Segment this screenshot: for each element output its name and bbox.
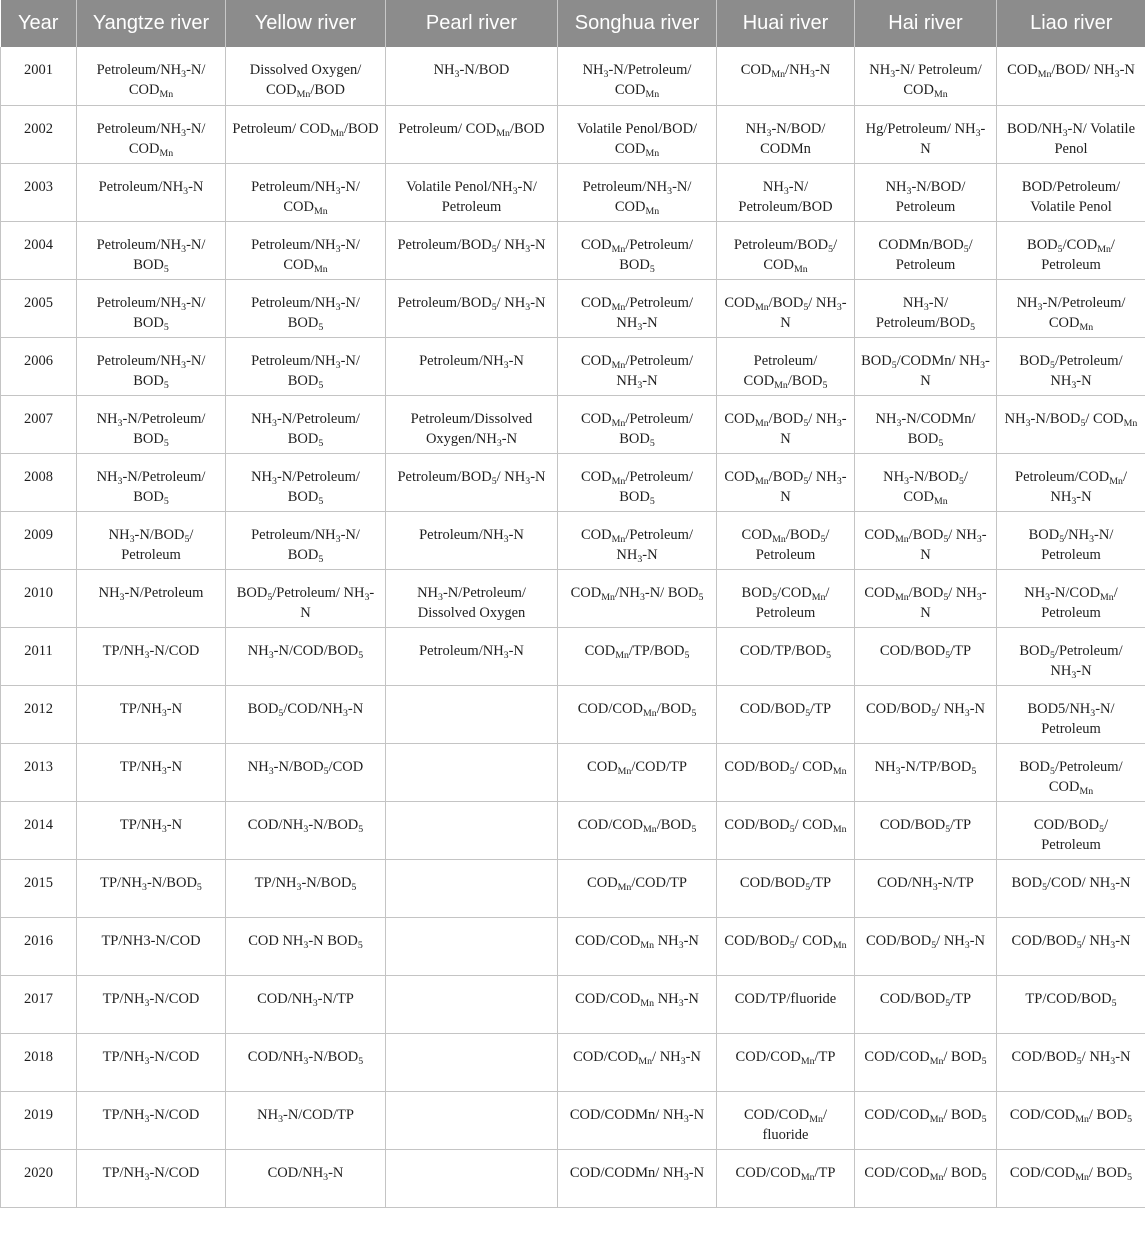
cell-year: 2003 xyxy=(1,163,77,221)
cell-huai: COD/$BOD_5/TP$ xyxy=(717,685,855,743)
cell-yellow: COD/$NH_3-N/BOD_5$ xyxy=(226,801,386,859)
cell-year: 2018 xyxy=(1,1033,77,1091)
cell-pearl xyxy=(386,1033,558,1091)
cell-pearl: Petroleum/$BOD_5/$ $NH_3-N$ xyxy=(386,221,558,279)
cell-year: 2009 xyxy=(1,511,77,569)
cell-liao: $COD_{Mn}/BOD/$ $NH_3-N$ xyxy=(997,47,1145,105)
cell-pearl: $NH_3-N$/BOD xyxy=(386,47,558,105)
cell-yangtze: $TP/NH_3-N/BOD_5$ xyxy=(77,859,226,917)
cell-songhua: Volatile Penol/BOD/ $COD_{Mn}$ xyxy=(558,105,717,163)
cell-liao: BOD/$NH_3-N/$ Volatile Penol xyxy=(997,105,1145,163)
cell-huai: COD/$BOD_5/$ $COD_{Mn}$ xyxy=(717,743,855,801)
cell-huai: $NH_3-N/$ Petroleum/BOD xyxy=(717,163,855,221)
table-row xyxy=(1,685,1145,743)
cell-yellow: COD/$NH_3-N/TP$ xyxy=(226,975,386,1033)
cell-huai: $NH_3-N/BOD/$ CODMn xyxy=(717,105,855,163)
cell-pearl: Petroleum/Dissolved Oxygen/$NH_3-N$ xyxy=(386,395,558,453)
cell-huai: COD/$BOD_5/$ $COD_{Mn}$ xyxy=(717,917,855,975)
cell-yangtze: $TP/NH_3-N$ xyxy=(77,743,226,801)
cell-liao: $BOD_5/Petroleum/$ $NH_3-N$ xyxy=(997,627,1145,685)
table-row xyxy=(1,1149,1145,1207)
cell-yellow: $NH_3-N/Petroleum/$ $BOD_5$ xyxy=(226,453,386,511)
cell-liao: $NH_3-N/Petroleum/$ $COD_{Mn}$ xyxy=(997,279,1145,337)
table-row xyxy=(1,47,1145,105)
cell-yellow: Petroleum/ $COD_{Mn}$/BOD xyxy=(226,105,386,163)
cell-yangtze: $TP/NH_3-N$/COD xyxy=(77,1149,226,1207)
cell-yangtze: Petroleum/$NH_3-N/$ $COD_{Mn}$ xyxy=(77,105,226,163)
cell-pearl xyxy=(386,685,558,743)
cell-pearl: Volatile Penol/$NH_3-N/$ Petroleum xyxy=(386,163,558,221)
cell-hai: $COD_{Mn}/BOD_5/$ $NH_3-N$ xyxy=(855,569,997,627)
cell-songhua: $COD_{Mn}/Petroleum/$ $NH_3-N$ xyxy=(558,337,717,395)
cell-huai: $COD_{Mn}/BOD_5/$ $NH_3-N$ xyxy=(717,453,855,511)
column-header-songhua: Songhua river xyxy=(558,0,717,47)
cell-huai: COD/TP/fluoride xyxy=(717,975,855,1033)
cell-yangtze: TP/NH3-N/COD xyxy=(77,917,226,975)
cell-liao: COD/$BOD_5/$ $NH_3-N$ xyxy=(997,1033,1145,1091)
cell-liao: $BOD_5/COD_{Mn}/$ Petroleum xyxy=(997,221,1145,279)
cell-yangtze: $TP/NH_3-N$ xyxy=(77,685,226,743)
cell-yangtze: $TP/NH_3-N$/COD xyxy=(77,1033,226,1091)
cell-yellow: Petroleum/$NH_3-N/$ $COD_{Mn}$ xyxy=(226,163,386,221)
cell-year: 2007 xyxy=(1,395,77,453)
table-row xyxy=(1,743,1145,801)
cell-pearl xyxy=(386,1149,558,1207)
cell-songhua: $COD_{Mn}/Petroleum/$ $BOD_5$ xyxy=(558,453,717,511)
cell-liao: $BOD_5/Petroleum/$ $COD_{Mn}$ xyxy=(997,743,1145,801)
cell-liao: COD/$BOD_5/$ Petroleum xyxy=(997,801,1145,859)
table-row xyxy=(1,511,1145,569)
cell-yangtze: Petroleum/$NH_3-N/$ $COD_{Mn}$ xyxy=(77,47,226,105)
cell-year: 2001 xyxy=(1,47,77,105)
cell-hai: COD/$BOD_5/TP$ xyxy=(855,975,997,1033)
cell-yellow: Petroleum/$NH_3-N/$ $COD_{Mn}$ xyxy=(226,221,386,279)
table-row xyxy=(1,627,1145,685)
cell-hai: Hg/Petroleum/ $NH_3-N$ xyxy=(855,105,997,163)
cell-liao: BOD/Petroleum/ Volatile Penol xyxy=(997,163,1145,221)
column-header-yellow: Yellow river xyxy=(226,0,386,47)
cell-year: 2011 xyxy=(1,627,77,685)
cell-yellow: $TP/NH_3-N/BOD_5$ xyxy=(226,859,386,917)
cell-songhua: COD/CODMn/ $NH_3-N$ xyxy=(558,1149,717,1207)
column-header-pearl: Pearl river xyxy=(386,0,558,47)
cell-songhua: $COD_{Mn}/COD/TP$ xyxy=(558,743,717,801)
cell-hai: COD/$COD_{Mn}/$ $BOD_5$ xyxy=(855,1033,997,1091)
cell-yangtze: $TP/NH_3-N$ xyxy=(77,801,226,859)
cell-huai: $COD_{Mn}/NH_3-N$ xyxy=(717,47,855,105)
cell-year: 2010 xyxy=(1,569,77,627)
cell-huai: COD/$COD_{Mn}/TP$ xyxy=(717,1149,855,1207)
cell-yellow: $NH_3-N/Petroleum/$ $BOD_5$ xyxy=(226,395,386,453)
cell-yellow: COD $NH_3-N$ $BOD_5$ xyxy=(226,917,386,975)
cell-hai: CODMn/$BOD_5/$ Petroleum xyxy=(855,221,997,279)
cell-yellow: Petroleum/$NH_3-N/$ $BOD_5$ xyxy=(226,279,386,337)
cell-hai: COD/$NH_3-N/TP$ xyxy=(855,859,997,917)
cell-yangtze: $NH_3-N/Petroleum/$ $BOD_5$ xyxy=(77,453,226,511)
cell-yangtze: Petroleum/$NH_3-N/$ $BOD_5$ xyxy=(77,279,226,337)
cell-pearl: Petroleum/$NH_3-N$ xyxy=(386,511,558,569)
cell-year: 2016 xyxy=(1,917,77,975)
cell-yangtze: $NH_3-N/Petroleum/$ $BOD_5$ xyxy=(77,395,226,453)
cell-yangtze: Petroleum/$NH_3-N$ xyxy=(77,163,226,221)
cell-hai: COD/$COD_{Mn}/$ $BOD_5$ xyxy=(855,1149,997,1207)
cell-hai: COD/$BOD_5/TP$ xyxy=(855,627,997,685)
cell-liao: $BOD5/NH_3-N/$ Petroleum xyxy=(997,685,1145,743)
cell-huai: $COD_{Mn}/BOD_5/$ Petroleum xyxy=(717,511,855,569)
cell-year: 2020 xyxy=(1,1149,77,1207)
cell-songhua: COD/$COD_{Mn}/BOD_5$ xyxy=(558,801,717,859)
cell-liao: $NH_3-N/COD_{Mn}/$ Petroleum xyxy=(997,569,1145,627)
cell-hai: $NH_3-N/$ Petroleum/ $COD_{Mn}$ xyxy=(855,47,997,105)
cell-year: 2004 xyxy=(1,221,77,279)
table-row xyxy=(1,975,1145,1033)
cell-year: 2012 xyxy=(1,685,77,743)
cell-hai: $NH_3-N/TP/BOD_5$ xyxy=(855,743,997,801)
cell-huai: Petroleum/ $COD_{Mn}/BOD_5$ xyxy=(717,337,855,395)
cell-huai: COD/$COD_{Mn}/$ fluoride xyxy=(717,1091,855,1149)
cell-pearl: Petroleum/$BOD_5/$ $NH_3-N$ xyxy=(386,279,558,337)
cell-yellow: Petroleum/$NH_3-N/$ $BOD_5$ xyxy=(226,511,386,569)
table-row xyxy=(1,163,1145,221)
cell-liao: $BOD_5/Petroleum/$ $NH_3-N$ xyxy=(997,337,1145,395)
cell-songhua: $COD_{Mn}/Petroleum/$ $NH_3-N$ xyxy=(558,511,717,569)
cell-pearl xyxy=(386,975,558,1033)
table-row xyxy=(1,1091,1145,1149)
cell-hai: $BOD_5/CODMn/$ $NH_3-N$ xyxy=(855,337,997,395)
table-row xyxy=(1,1033,1145,1091)
cell-year: 2002 xyxy=(1,105,77,163)
cell-yellow: $NH_3-N/COD/BOD_5$ xyxy=(226,627,386,685)
cell-yellow: COD/$NH_3-N/BOD_5$ xyxy=(226,1033,386,1091)
table-body xyxy=(1,47,1145,1207)
cell-hai: $NH_3-N/CODMn/$ $BOD_5$ xyxy=(855,395,997,453)
cell-yangtze: Petroleum/$NH_3-N/$ $BOD_5$ xyxy=(77,221,226,279)
cell-pearl xyxy=(386,743,558,801)
table-row xyxy=(1,917,1145,975)
cell-year: 2013 xyxy=(1,743,77,801)
cell-yellow: $NH_3-N/COD/TP$ xyxy=(226,1091,386,1149)
table-row xyxy=(1,859,1145,917)
cell-songhua: Petroleum/$NH_3-N/$ $COD_{Mn}$ xyxy=(558,163,717,221)
cell-songhua: $NH_3-N/Petroleum/$ $COD_{Mn}$ xyxy=(558,47,717,105)
cell-huai: Petroleum/$BOD_5/$ $COD_{Mn}$ xyxy=(717,221,855,279)
cell-yellow: Dissolved Oxygen/ $COD_{Mn}$/BOD xyxy=(226,47,386,105)
table-row xyxy=(1,105,1145,163)
column-header-liao: Liao river xyxy=(997,0,1145,47)
cell-songhua: $COD_{Mn}/TP/BOD_5$ xyxy=(558,627,717,685)
column-header-year: Year xyxy=(1,0,77,47)
cell-pearl: $NH_3-N/Petroleum/$ Dissolved Oxygen xyxy=(386,569,558,627)
cell-yangtze: $NH_3-N$/Petroleum xyxy=(77,569,226,627)
cell-year: 2005 xyxy=(1,279,77,337)
cell-songhua: $COD_{Mn}/Petroleum/$ $NH_3-N$ xyxy=(558,279,717,337)
column-header-hai: Hai river xyxy=(855,0,997,47)
cell-liao: COD/$BOD_5/$ $NH_3-N$ xyxy=(997,917,1145,975)
cell-liao: $TP/COD/BOD_5$ xyxy=(997,975,1145,1033)
cell-year: 2008 xyxy=(1,453,77,511)
cell-yellow: $BOD_5/Petroleum/$ $NH_3-N$ xyxy=(226,569,386,627)
cell-huai: $COD_{Mn}/BOD_5/$ $NH_3-N$ xyxy=(717,395,855,453)
cell-liao: Petroleum/$COD_{Mn}/$ $NH_3-N$ xyxy=(997,453,1145,511)
cell-liao: COD/$COD_{Mn}/$ $BOD_5$ xyxy=(997,1091,1145,1149)
cell-hai: COD/$BOD_5/$ $NH_3-N$ xyxy=(855,685,997,743)
cell-liao: $BOD_5/COD/$ $NH_3-N$ xyxy=(997,859,1145,917)
cell-songhua: COD/CODMn/ $NH_3-N$ xyxy=(558,1091,717,1149)
table-row xyxy=(1,453,1145,511)
cell-songhua: $COD_{Mn}/Petroleum/$ $BOD_5$ xyxy=(558,395,717,453)
cell-songhua: COD/$COD_{Mn}$ $NH_3-N$ xyxy=(558,975,717,1033)
cell-liao: $BOD_5/NH_3-N/$ Petroleum xyxy=(997,511,1145,569)
cell-huai: COD/$TP/BOD_5$ xyxy=(717,627,855,685)
column-header-huai: Huai river xyxy=(717,0,855,47)
cell-pearl: Petroleum/$BOD_5/$ $NH_3-N$ xyxy=(386,453,558,511)
cell-hai: $COD_{Mn}/BOD_5/$ $NH_3-N$ xyxy=(855,511,997,569)
cell-liao: $NH_3-N/BOD_5/$ $COD_{Mn}$ xyxy=(997,395,1145,453)
cell-pearl xyxy=(386,917,558,975)
cell-songhua: COD/$COD_{Mn}$ $NH_3-N$ xyxy=(558,917,717,975)
table-row xyxy=(1,395,1145,453)
cell-year: 2019 xyxy=(1,1091,77,1149)
cell-year: 2014 xyxy=(1,801,77,859)
cell-hai: $NH_3-N/$ Petroleum/$BOD_5$ xyxy=(855,279,997,337)
table-row xyxy=(1,569,1145,627)
cell-pearl xyxy=(386,859,558,917)
cell-huai: COD/$BOD_5/TP$ xyxy=(717,859,855,917)
cell-yangtze: $TP/NH_3-N$/COD xyxy=(77,1091,226,1149)
cell-pearl: Petroleum/$NH_3-N$ xyxy=(386,627,558,685)
cell-year: 2015 xyxy=(1,859,77,917)
cell-yangtze: $TP/NH_3-N$/COD xyxy=(77,627,226,685)
cell-yellow: Petroleum/$NH_3-N/$ $BOD_5$ xyxy=(226,337,386,395)
cell-songhua: $COD_{Mn}/NH_3-N/$ $BOD_5$ xyxy=(558,569,717,627)
cell-songhua: $COD_{Mn}/COD/TP$ xyxy=(558,859,717,917)
cell-hai: COD/$BOD_5/$ $NH_3-N$ xyxy=(855,917,997,975)
cell-yangtze: Petroleum/$NH_3-N/$ $BOD_5$ xyxy=(77,337,226,395)
cell-pearl xyxy=(386,801,558,859)
cell-huai: COD/$BOD_5/$ $COD_{Mn}$ xyxy=(717,801,855,859)
table-row xyxy=(1,337,1145,395)
cell-yellow: $NH_3-N/BOD_5$/COD xyxy=(226,743,386,801)
cell-yangtze: $NH_3-N/BOD_5/$ Petroleum xyxy=(77,511,226,569)
cell-pearl xyxy=(386,1091,558,1149)
cell-year: 2017 xyxy=(1,975,77,1033)
cell-pearl: Petroleum/$NH_3-N$ xyxy=(386,337,558,395)
cell-hai: $NH_3-N/BOD/$ Petroleum xyxy=(855,163,997,221)
cell-huai: $BOD_5/COD_{Mn}/$ Petroleum xyxy=(717,569,855,627)
cell-hai: COD/$BOD_5/TP$ xyxy=(855,801,997,859)
cell-yellow: COD/$NH_3-N$ xyxy=(226,1149,386,1207)
column-header-yangtze: Yangtze river xyxy=(77,0,226,47)
table-row xyxy=(1,279,1145,337)
cell-songhua: $COD_{Mn}/Petroleum/$ $BOD_5$ xyxy=(558,221,717,279)
cell-liao: COD/$COD_{Mn}/$ $BOD_5$ xyxy=(997,1149,1145,1207)
cell-songhua: COD/$COD_{Mn}/$ $NH_3-N$ xyxy=(558,1033,717,1091)
cell-yangtze: $TP/NH_3-N$/COD xyxy=(77,975,226,1033)
cell-pearl: Petroleum/ $COD_{Mn}$/BOD xyxy=(386,105,558,163)
cell-songhua: COD/$COD_{Mn}/BOD_5$ xyxy=(558,685,717,743)
cell-year: 2006 xyxy=(1,337,77,395)
cell-huai: COD/$COD_{Mn}/TP$ xyxy=(717,1033,855,1091)
cell-yellow: $BOD_5/COD/NH_3-N$ xyxy=(226,685,386,743)
cell-hai: COD/$COD_{Mn}/$ $BOD_5$ xyxy=(855,1091,997,1149)
table-row xyxy=(1,221,1145,279)
table-row xyxy=(1,801,1145,859)
cell-hai: $NH_3-N/BOD_5/$ $COD_{Mn}$ xyxy=(855,453,997,511)
cell-huai: $COD_{Mn}/BOD_5/$ $NH_3-N$ xyxy=(717,279,855,337)
header-row xyxy=(1,0,1145,47)
